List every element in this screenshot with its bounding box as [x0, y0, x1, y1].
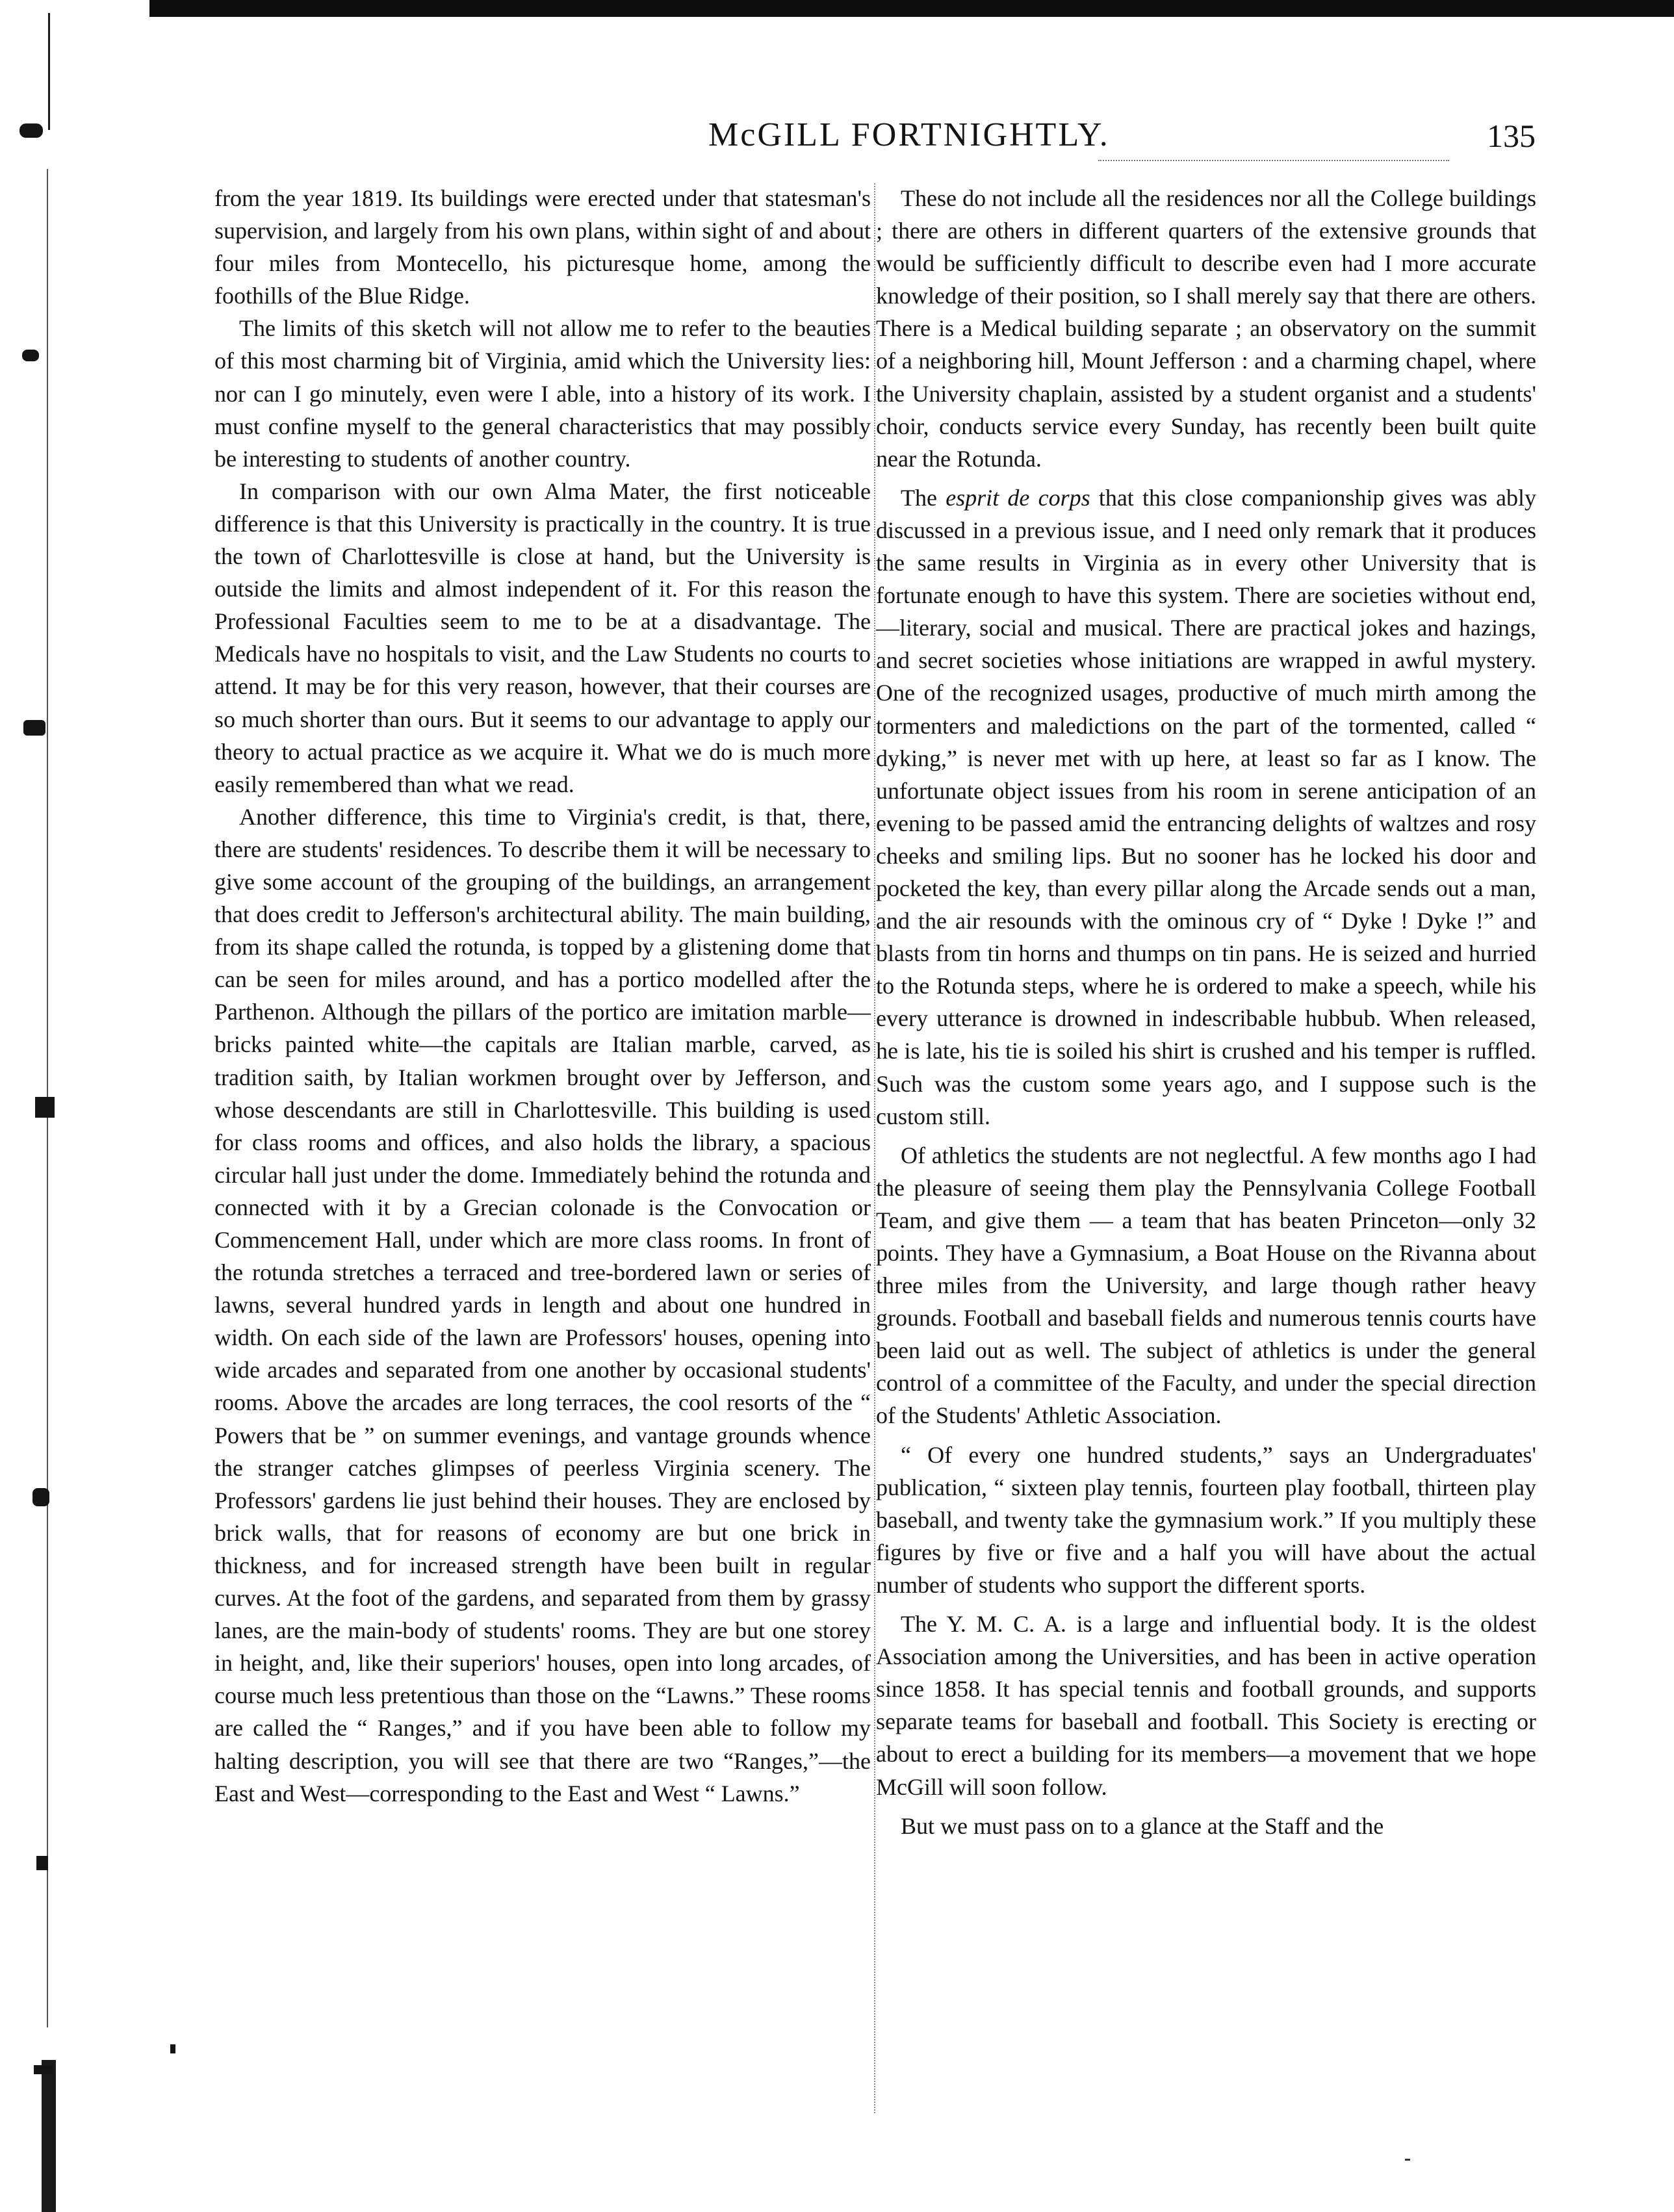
- right-paragraph-5: The Y. M. C. A. is a large and influential body. It is the oldest Association among the Universities, and has been in active operation since 1858. It has special tennis and football grounds, and supports separate teams for baseball and football. This Society is erecting or about to erect a building for its members—a movement that we hope McGill will soon follow.: [876, 1611, 1536, 1800]
- right-column: [876, 182, 1536, 1842]
- right-paragraph-2-rest: that this close companionship gives was ably discussed in a previous issue, and I need only remark that it produces the same results in Virginia as in every other University that is fortunate enough to have this system. There are societies without end,—literary, social and musical. There are practical jokes and hazings, and secret societies whose initiations are wrapped in awful mystery. One of the recognized usages, productive of much mirth among the tormenters and maledictions on the part of the tormented, called “ dyking,” is never met with up here, at least so far as I know. The unfortunate object issues from his room in serene anticipation of an evening to be passed amid the entrancing delights of waltzes and rosy cheeks and smiling lips. But no sooner has he locked his door and pocketed the key, than every pillar along the Arcade sends out a man, and the air resounds with the ominous cry of “ Dyke ! Dyke !” and blasts from tin horns and thumps on tin pans. He is seized and hurried to the Rotunda steps, where he is ordered to make a speech, while his every utterance is drowned in indescribable hubbub. When released, he is late, his tie is soiled his shirt is crushed and his temper is ruffled. Such was the custom some years ago, and I suppose such is the custom still.: [876, 484, 1537, 1129]
- header-rule: [1098, 160, 1449, 162]
- left-paragraph-4: Another difference, this time to Virginia's credit, is that, there, there are students' residences. To describe them it will be necessary to give some account of the grouping of the buildings, an arrangement that does credit to Jefferson's architectural ability. The main building, from its shape called the rotunda, is topped by a glistening dome that can be seen for miles around, and has a portico modelled after the Parthenon. Although the pillars of the portico are imitation marble—bricks painted white—the capitals are Italian marble, carved, as tradition saith, by Italian workmen brought over by Jefferson, and whose descendants are still in Charlottesville. This building is used for class rooms and offices, and also holds the library, a spacious circular hall just under the dome. Immediately behind the rotunda and connected with it by a Grecian colonade is the Convocation or Commencement Hall, under which are more class rooms. In front of the rotunda stretches a terraced and tree-bordered lawn or series of lawns, several hundred yards in length and about one hundred in width. On each side of the lawn are Professors' houses, opening into wide arcades and separated from one another by occasional students' rooms. Above the arcades are long terraces, the cool resorts of the “ Powers that be ” on summer evenings, and vantage grounds whence the stranger catches glimpses of peerless Virginia scenery. The Professors' gardens lie just behind their houses. They are enclosed by brick walls, that for reasons of economy are but one brick in thickness, and for increased strength have been built in regular curves. At the foot of the gardens, and separated from them by grassy lanes, are the main-body of students' rooms. They are but one storey in height, and, like their superiors' houses, open into long arcades, of course much less pretentious than those on the “Lawns.” These rooms are called the “ Ranges,” and if you have been able to follow my halting description, you will see that there are two “Ranges,”—the East and West—corresponding to the East and West “ Lawns.”: [214, 803, 871, 1807]
- page-number: 135: [1487, 118, 1536, 154]
- binding-mark-1: [19, 123, 43, 138]
- left-paragraph-3: In comparison with our own Alma Mater, the first noticeable difference is that this University is practically in the country. It is true the town of Charlottesville is close at hand, but the University is outside the limits and almost independent of it. For this reason the Professional Faculties seem to me to be at a disadvantage. The Medicals have no hospitals to visit, and the Law Students no courts to attend. It may be for this very reason, however, that their courses are so much shorter than ours. But it seems to our advantage to apply our theory to actual practice as we acquire it. What we do is much more easily remembered than what we read.: [214, 478, 871, 797]
- right-paragraph-1: These do not include all the residences nor all the College buildings ; there are others in different quarters of the extensive grounds that would be sufficiently difficult to describe even had I more accurate knowledge of their position, so I shall merely say that there are others. There is a Medical building separate ; an observatory on the summit of a neighboring hill, Mount Jefferson : and a charming chapel, where the University chaplain, assisted by a student organist and a students' choir, conducts service every Sunday, has recently been built quite near the Rotunda.: [876, 185, 1536, 472]
- binding-mark-7: [34, 2065, 53, 2074]
- right-paragraph-4: “ Of every one hundred students,” says an Undergraduates' publication, “ sixteen play tennis, fourteen play football, thirteen play baseball, and twenty take the gymnasium work.” If you multiply these figures by five or five and a half you will have about the actual number of students who support the different sports.: [876, 1441, 1536, 1598]
- running-head: McGILL FORTNIGHTLY.: [708, 116, 1110, 153]
- binding-line-bottom: [42, 2060, 56, 2212]
- esprit-de-corps-phrase: esprit de corps: [946, 484, 1090, 511]
- left-paragraph-1: from the year 1819. Its buildings were erected under that statesman's supervision, and largely from his own plans, within sight of and about four miles from Montecello, his picturesque home, among the foothills of the Blue Ridge.: [214, 185, 871, 309]
- right-paragraph-3: Of athletics the students are not neglectful. A few months ago I had the pleasure of seeing them play the Pennsylvania College Football Team, and give them — a team that has beaten Princeton—only 32 points. They have a Gymnasium, a Boat House on the Rivanna about three miles from the University, and large though rather heavy grounds. Football and baseball fields and numerous tennis courts have been laid out as well. The subject of athletics is under the general control of a committee of the Faculty, and under the special direction of the Students' Athletic Association.: [876, 1142, 1536, 1429]
- right-paragraph-6: But we must pass on to a glance at the Staff and the: [901, 1812, 1384, 1839]
- footer-speck: [1405, 2159, 1410, 2161]
- left-column: [214, 182, 871, 1810]
- binding-mark-2: [22, 350, 39, 361]
- binding-mark-4: [35, 1097, 55, 1118]
- left-paragraph-2: The limits of this sketch will not allow me to refer to the beauties of this most charming bit of Virginia, amid which the University lies: nor can I go minutely, even were I able, into a history of its work. I must confine myself to the general characteristics that may possibly be interesting to students of another country.: [214, 315, 871, 472]
- margin-speck: [170, 2044, 175, 2053]
- right-paragraph-2-start: The: [901, 484, 946, 511]
- right-paragraph-2: [876, 482, 1536, 1133]
- column-divider: [874, 183, 875, 2113]
- binding-mark-3: [23, 720, 45, 736]
- binding-mark-5: [32, 1488, 49, 1506]
- binding-mark-6: [36, 1856, 48, 1870]
- top-edge-rule: [149, 0, 1674, 17]
- binding-line-top: [48, 13, 50, 130]
